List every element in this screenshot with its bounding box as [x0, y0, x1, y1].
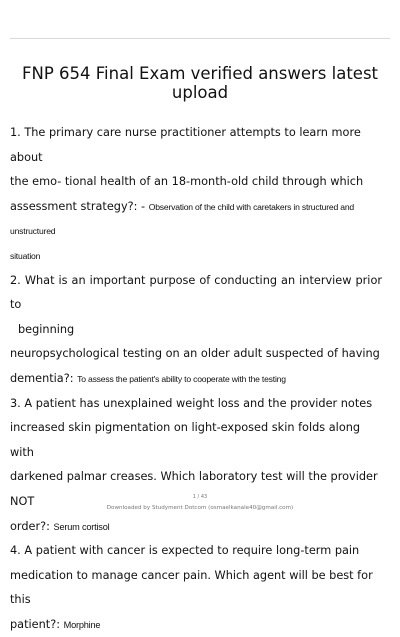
- page-number: 1 / 43: [192, 494, 208, 500]
- document-title: FNP 654 Final Exam verified answers latest upload: [21, 64, 379, 102]
- question-line: dementia?: To assess the patient's ability to cooperate with the testing: [10, 371, 286, 385]
- question-number: 1.: [10, 126, 21, 139]
- question-1: [10, 121, 382, 269]
- question-line: beginning: [18, 322, 75, 336]
- question-line: the emo- tional health of an 18-month-old child through which: [10, 175, 364, 189]
- question-4: [10, 539, 382, 637]
- question-2: [10, 269, 382, 392]
- header-divider: [10, 38, 390, 39]
- question-number: 3.: [10, 396, 21, 410]
- question-line: 4. A patient with cancer is expected to require long-term pain: [10, 544, 360, 558]
- question-line: medication to manage cancer pain. Which agent will be best for this: [10, 568, 373, 607]
- document-body: [10, 121, 382, 637]
- answer-text: Morphine: [63, 619, 101, 630]
- question-line: patient?: Morphine: [10, 617, 101, 631]
- answer-text: Serum cortisol: [53, 521, 110, 532]
- question-line: darkened palmar creases. Which laboratory test will the provider NOT: [10, 470, 378, 508]
- question-line: neuropsychological testing on an older adult suspected of having: [10, 347, 380, 361]
- answer-line: situation: [10, 250, 41, 261]
- question-line: increased skin pigmentation on light-exposed skin folds along with: [10, 421, 361, 459]
- question-number: 4.: [10, 544, 21, 558]
- answer-text: To assess the patient's ability to cooperate with the testing: [77, 373, 286, 384]
- question-line: 1. The primary care nurse practitioner attempts to learn more about: [10, 126, 361, 164]
- download-credit: Downloaded by Studyment Dotcom (osmaelkanale40@gmail.com): [106, 505, 294, 511]
- answer-text: Observation of the child with caretakers in structured and unstructured: [10, 201, 354, 237]
- question-line: 3. A patient has unexplained weight loss and the provider notes: [10, 396, 373, 410]
- question-line: 2. What is an important purpose of conducting an interview prior to: [10, 273, 383, 312]
- question-line: order?: Serum cortisol: [10, 519, 110, 533]
- question-number: 2.: [10, 273, 21, 287]
- question-line: assessment strategy?: - Observation of the child with caretakers in structured and unstructured: [10, 199, 354, 237]
